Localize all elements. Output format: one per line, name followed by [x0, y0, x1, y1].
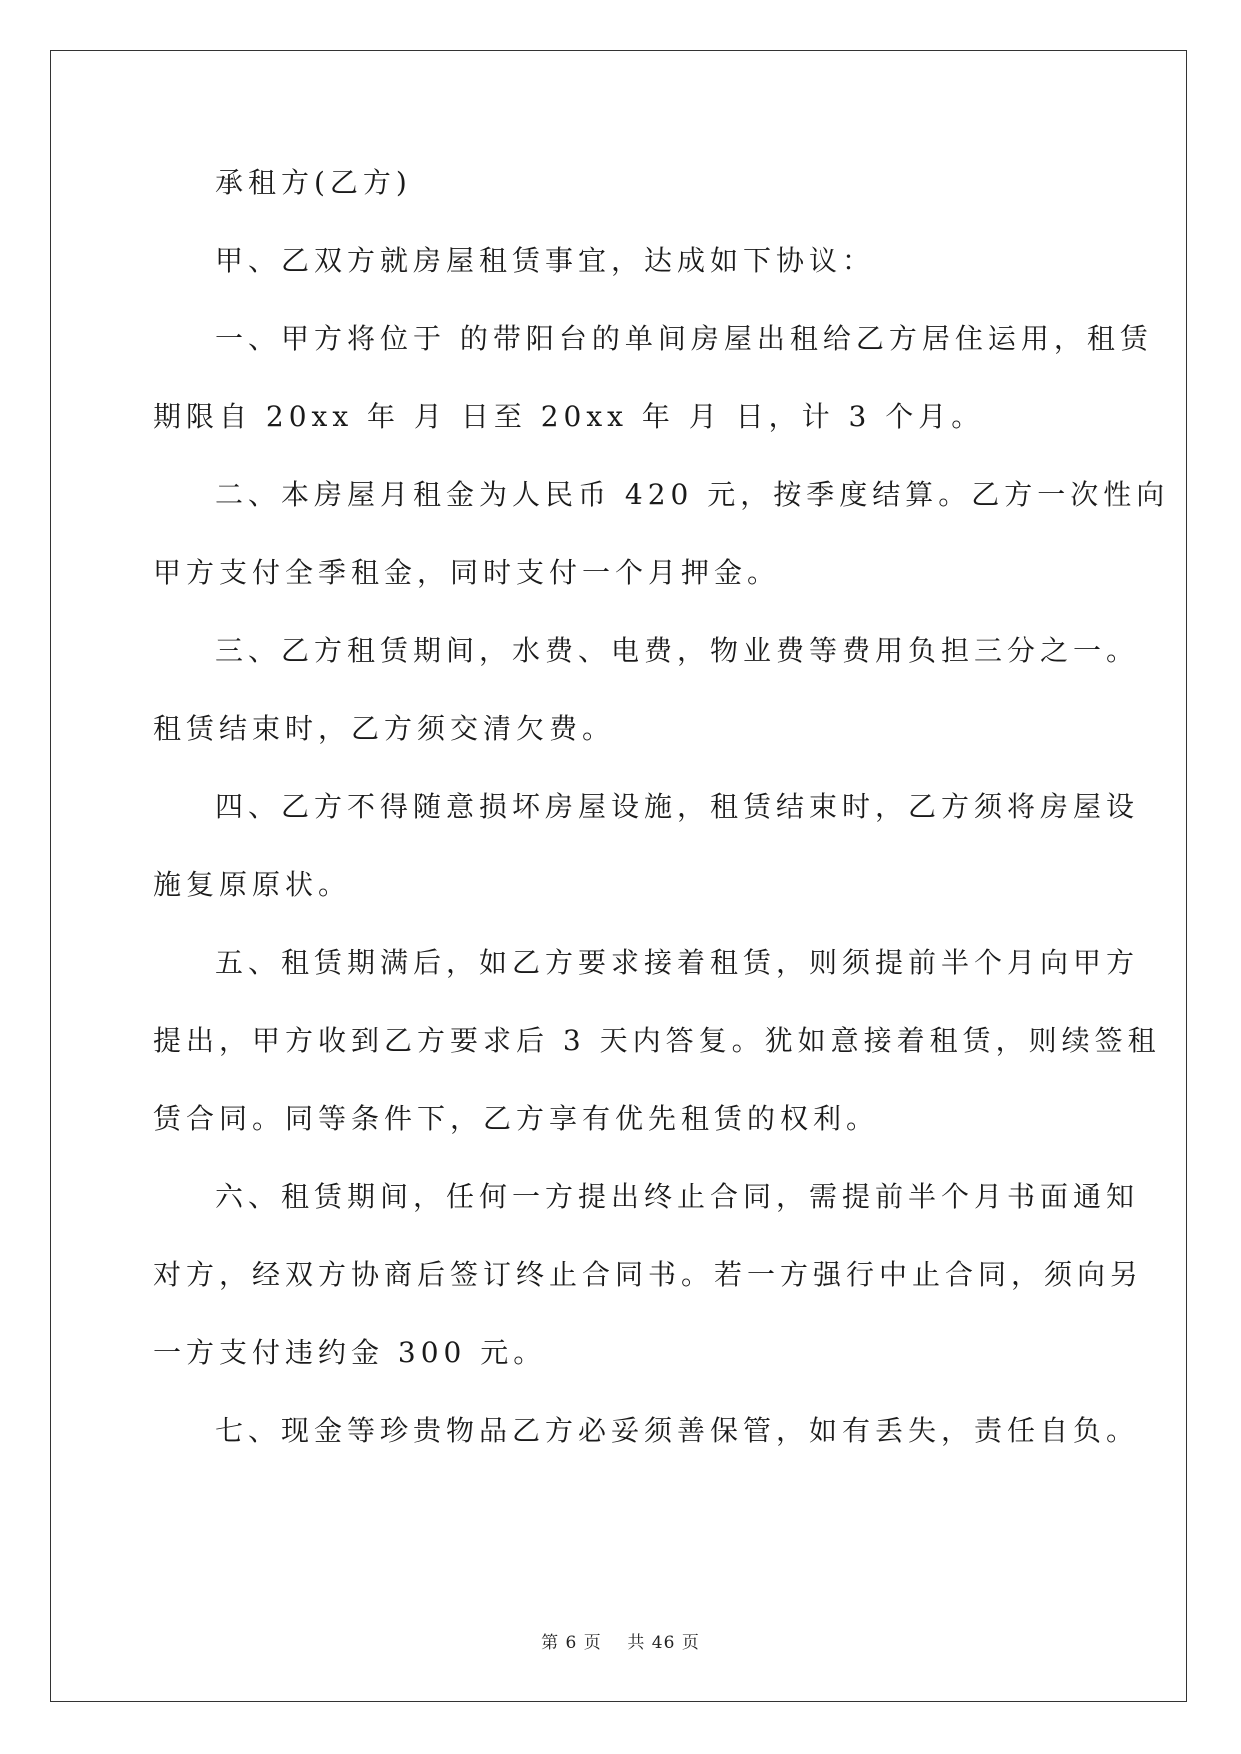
text-line: 五、租赁期满后，如乙方要求接着租赁，则须提前半个月向甲方 [215, 946, 1140, 979]
text-line: 赁合同。同等条件下，乙方享有优先租赁的权利。 [153, 1102, 880, 1135]
page-total: 共 46 页 [627, 1633, 700, 1653]
text-line: 提出，甲方收到乙方要求后 3 天内答复。犹如意接着租赁，则续签租 [153, 1024, 1161, 1057]
text-line: 承租方(乙方) [215, 166, 412, 199]
text-line: 甲方支付全季租金，同时支付一个月押金。 [153, 556, 781, 589]
text-line: 甲、乙双方就房屋租赁事宜，达成如下协议： [215, 244, 876, 277]
text-line: 七、现金等珍贵物品乙方必妥须善保管，如有丢失，责任自负。 [215, 1414, 1140, 1447]
text-line: 二、本房屋月租金为人民币 420 元，按季度结算。乙方一次性向 [215, 478, 1170, 511]
document-body [153, 166, 1170, 1494]
text-line: 期限自 20xx 年 月 日至 20xx 年 月 日，计 3 个月。 [153, 400, 985, 433]
text-line: 对方，经双方协商后签订终止合同书。若一方强行中止合同，须向另 [153, 1258, 1144, 1291]
text-line: 一方支付违约金 300 元。 [153, 1336, 547, 1369]
text-line: 三、乙方租赁期间，水费、电费，物业费等费用负担三分之一。 [215, 634, 1140, 667]
text-line: 一、甲方将位于 的带阳台的单间房屋出租给乙方居住运用，租赁 [215, 322, 1153, 355]
text-line: 四、乙方不得随意损坏房屋设施，租赁结束时，乙方须将房屋设 [215, 790, 1140, 823]
text-line: 施复原原状。 [153, 868, 352, 901]
text-line: 租赁结束时，乙方须交清欠费。 [153, 712, 616, 745]
page-footer [0, 1628, 1241, 1653]
text-line: 六、租赁期间，任何一方提出终止合同，需提前半个月书面通知 [215, 1180, 1140, 1213]
page-number: 第 6 页 [541, 1633, 602, 1653]
